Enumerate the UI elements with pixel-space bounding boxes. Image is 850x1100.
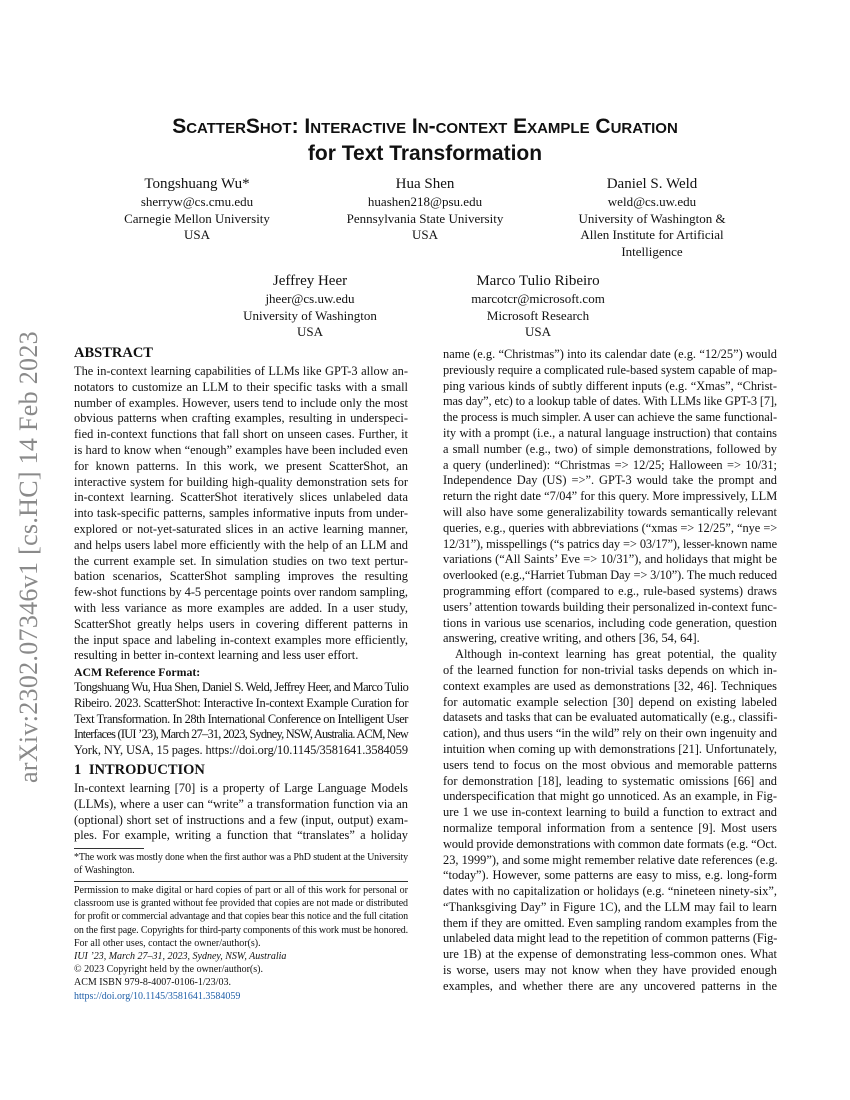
abstract-line: resulting in better in-context learning and less user effort. [74, 648, 359, 663]
intro-line: variations (“All Saints’ Eve => 10/31”), and holidays that might be [443, 552, 777, 567]
author-name: Daniel S. Weld [606, 176, 698, 192]
abstract-line: and helps users label more efficiently with the help of an LLM and [74, 537, 408, 552]
footnote-line: of Washington. [74, 865, 135, 877]
intro-line: intuition when coming up with demonstrations [21]. Unfortunately, [443, 741, 777, 756]
reference-line: York, NY, USA, 15 pages. https://doi.org/10.1145/3581641.3584059 [74, 743, 408, 758]
abstract-line: is hard to know when “enough” examples have been included even [74, 442, 408, 457]
author-email[interactable]: huashen218@psu.edu [367, 194, 483, 209]
author [315, 175, 535, 244]
author-affiliation: USA [183, 227, 210, 242]
permission-block [74, 884, 408, 1003]
arxiv-stamp: arXiv:2302.07346v1 [cs.HC] 14 Feb 2023 [14, 331, 43, 783]
isbn-line: ACM ISBN 979-8-4007-0106-1/23/03. [74, 977, 231, 989]
permission-line: on the first page. Copyrights for third-party components of this work must be honored. [74, 924, 408, 936]
author-affiliation: University of Washington [243, 307, 377, 323]
intro-line: a small number (e.g., two) of simple demonstrations, followed by [443, 441, 777, 456]
abstract-line: the current example set. In simulation studies on two text pertur- [74, 553, 408, 568]
intro-line: 12/31”), misspellings (“s patrics day => 03/17”), lesser-known name [443, 536, 777, 551]
footnote [74, 851, 408, 877]
abstract-line: notators to customize an LLM to their specific tasks with a small [74, 379, 408, 394]
intro-line: answering, creative writing, and others [36, 54, 64]. [443, 631, 700, 646]
introduction-heading: 1 INTRODUCTION [74, 762, 205, 778]
abstract-line: for known patterns. In this work, we present ScatterShot, an [74, 458, 408, 473]
intro-line: tions in various use scenarios, including code generation, question [443, 615, 777, 630]
doi-link[interactable]: https://doi.org/10.1145/3581641.3584059 [74, 990, 241, 1002]
abstract-line: the input space and labeling in-context examples more efficiently, [74, 632, 408, 647]
abstract-line: explored or not-yet-saturated slices in an active learning manner, [74, 521, 408, 536]
intro-line: datasets and tasks that can be evaluated automatically (e.g., classifi- [443, 710, 778, 725]
intro-line: would provide demonstrations with common date formats (e.g. “Oct. [443, 836, 777, 851]
intro-line: ure 1B) at the expense of demonstrating less-common ones. What [443, 947, 777, 962]
intro-line: “today”). However, some patterns are easy to miss, e.g. long-form [443, 868, 777, 883]
intro-line: (optional) short set of instructions and a few (input, output) exam- [74, 812, 408, 827]
intro-line: them if they are omitted. Even sampling random examples from the [443, 915, 777, 930]
abstract-line: interactive system for building high-quality demonstration sets for [74, 474, 408, 489]
paper-title [0, 113, 850, 167]
intro-line: users’ attention towards building their personalized in-context func- [443, 599, 777, 614]
abstract-heading: ABSTRACT [74, 345, 153, 361]
reference-line: Interfaces (IUI ’23), March 27–31, 2023, Sydney, NSW, Australia. ACM, New [74, 727, 409, 742]
author-affiliation: University of Washington & [578, 210, 726, 226]
title-line-2: for Text Transformation [307, 142, 543, 165]
author-name: Jeffrey Heer [272, 273, 348, 289]
author-affiliation: Intelligence [621, 243, 683, 259]
intro-line: previously require a complicated rule-based system capable of map- [443, 362, 777, 377]
footnote-line: *The work was mostly done when the first author was a PhD student at the University [74, 852, 408, 863]
intro-line: programming effort (compared to e.g., rule-based systems) draws [443, 583, 777, 598]
intro-line: Although in-context learning has great potential, the quality [455, 647, 777, 662]
intro-line: (LLMs), where a user can “write” a transformation function via an [74, 796, 408, 811]
permission-line: classroom use is granted without fee provided that copies are not made or distributed [74, 898, 408, 910]
intro-line: dates with no capitalization or holidays (e.g. “nineteen ninety-six”, [443, 884, 777, 899]
intro-line: the process is much simpler. A user can achieve the same functional- [443, 410, 777, 425]
acm-reference-heading: ACM Reference Format: [74, 665, 201, 679]
abstract-line: bation scenarios, ScatterShot sampling improves the resulting [74, 569, 408, 584]
reference-line: Tongshuang Wu, Hua Shen, Daniel S. Weld, Jeffrey Heer, and Marco Tulio [74, 680, 409, 694]
permission-line: for profit or commercial advantage and that copies bear this notice and the full citation [74, 911, 408, 923]
intro-line: cation), and thus users “in the wild” rely on their own ingenuity and [443, 726, 777, 741]
intro-line: unlabeled data might lead to the repetition of common patterns (Fig- [443, 931, 778, 946]
intro-line: ping various kinds of subtly different inputs (e.g. “Xmas”, “Christ- [443, 378, 777, 393]
abstract-line: number of examples. However, users tend to include only the most [74, 395, 408, 410]
author-affiliation: Microsoft Research [486, 307, 590, 323]
author-affiliation: Allen Institute for Artificial [580, 227, 724, 242]
intro-line: queries, e.g., queries with abbreviations (“xmas => 12/25”, “nye => [443, 520, 778, 535]
author [200, 272, 420, 341]
intro-line: “Thanksgiving Day” in Figure 1C), and the LLM may fail to learn [443, 899, 777, 914]
intro-line: ure 1 we use in-context learning to build a function to extract and [443, 805, 777, 820]
title-line-1: ScatterShot: Interactive In-context Example Curation [172, 115, 678, 138]
venue-line: IUI ’23, March 27–31, 2023, Sydney, NSW, Australia [74, 950, 287, 962]
abstract-line: into task-specific patterns, samples informative inputs from under- [74, 506, 408, 521]
intro-line: overlooked (e.g.,“Harriet Tubman Day => 3/10”). The much reduced [443, 568, 778, 583]
author-affiliation: Carnegie Mellon University [124, 210, 270, 226]
intro-line: ples. For example, writing a function that “translates” a holiday [74, 828, 408, 843]
abstract-line: obvious patterns when crafting examples, resulting in underspeci- [74, 411, 408, 426]
abstract-section [74, 343, 408, 664]
intro-line: for automatic example selection [30] depend on existing labeled [443, 694, 777, 709]
introduction-right-column [443, 347, 777, 995]
intro-line: ity with a prompt (i.e., a natural language instruction) that contains [443, 425, 777, 440]
author-name: Hua Shen [395, 176, 455, 192]
intro-line: normalize temporal information from a sentence [9]. Most users [443, 820, 777, 835]
author [87, 175, 307, 244]
author-name: Tongshuang Wu* [144, 176, 250, 192]
intro-line: context examples are used as demonstrations [32, 46]. Techniques [443, 678, 777, 693]
intro-line: is worse, users may not know when they have provided enough [443, 963, 777, 978]
introduction-section [74, 760, 408, 844]
author-email[interactable]: weld@cs.uw.edu [607, 194, 697, 209]
abstract-line: in-context learning. ScatterShot iteratively slices unlabeled data [74, 490, 408, 505]
acm-reference-section [74, 664, 408, 759]
intro-line: a query (underlined): “Christmas => 12/25; Halloween => 10/31; [443, 457, 777, 472]
abstract-line: fied in-context functions that fall short on unseen cases. Further, it [74, 427, 408, 442]
intro-line: will also have some generalizability towards semantically relevant [443, 504, 777, 519]
intro-line: underspecification that might go unnoticed. As an example, in Fig- [443, 789, 777, 804]
reference-line: Ribeiro. 2023. ScatterShot: Interactive In-context Example Curation for [74, 695, 409, 710]
abstract-line: ScatterShot greatly helps users in covering different patterns in [74, 616, 408, 631]
author [542, 175, 762, 260]
intro-line: In-context learning [70] is a property of Large Language Models [74, 781, 408, 795]
permission-line: Permission to make digital or hard copies of part or all of this work for personal or [74, 885, 408, 896]
footnote-rule [74, 848, 144, 849]
author-name: Marco Tulio Ribeiro [476, 273, 600, 289]
author-email[interactable]: marcotcr@microsoft.com [471, 291, 605, 306]
permission-line: For all other uses, contact the owner/author(s). [74, 937, 261, 949]
intro-line: return the right date “7/04” for this query. More impressively, LLM [443, 489, 778, 504]
intro-line: of the learned function for non-trivial tasks depends on which in- [443, 662, 777, 677]
permission-rule [74, 881, 408, 882]
author-affiliation: Pennsylvania State University [346, 210, 504, 226]
intro-line: Independence Day (US) =>”. GPT-3 would take the prompt and [443, 473, 777, 488]
copyright-line: © 2023 Copyright held by the owner/author(s). [74, 964, 263, 976]
author-affiliation: USA [411, 227, 438, 242]
reference-line: Text Transformation. In 28th International Conference on Intelligent User [74, 711, 408, 726]
abstract-line: The in-context learning capabilities of LLMs like GPT-3 allow an- [74, 364, 408, 378]
intro-line: name (e.g. “Christmas”) into its calendar date (e.g. “12/25”) would [443, 347, 777, 361]
author-affiliation: USA [296, 324, 323, 339]
intro-line: users tend to focus on the most obvious and memorable patterns [443, 757, 777, 772]
intro-line: 23, 1999”), and some might remember relative date references (e.g. [443, 852, 778, 867]
author-email[interactable]: sherryw@cs.cmu.edu [140, 194, 254, 209]
intro-line: examples, and whether there are any uncovered patterns in the [443, 978, 777, 993]
intro-line: mas day”, etc) to a lookup table of dates. With LLMs like GPT-3 [7], [443, 394, 777, 409]
author-email[interactable]: jheer@cs.uw.edu [265, 291, 355, 306]
abstract-line: few-shot functions by 4-5 percentage points over random sampling, [74, 585, 408, 600]
abstract-line: with less variance as more examples are added. In a user study, [74, 600, 408, 615]
author-affiliation: USA [524, 324, 551, 339]
intro-line: for demonstration [18], leading to systematic omissions [66] and [443, 773, 777, 788]
author [428, 272, 648, 341]
